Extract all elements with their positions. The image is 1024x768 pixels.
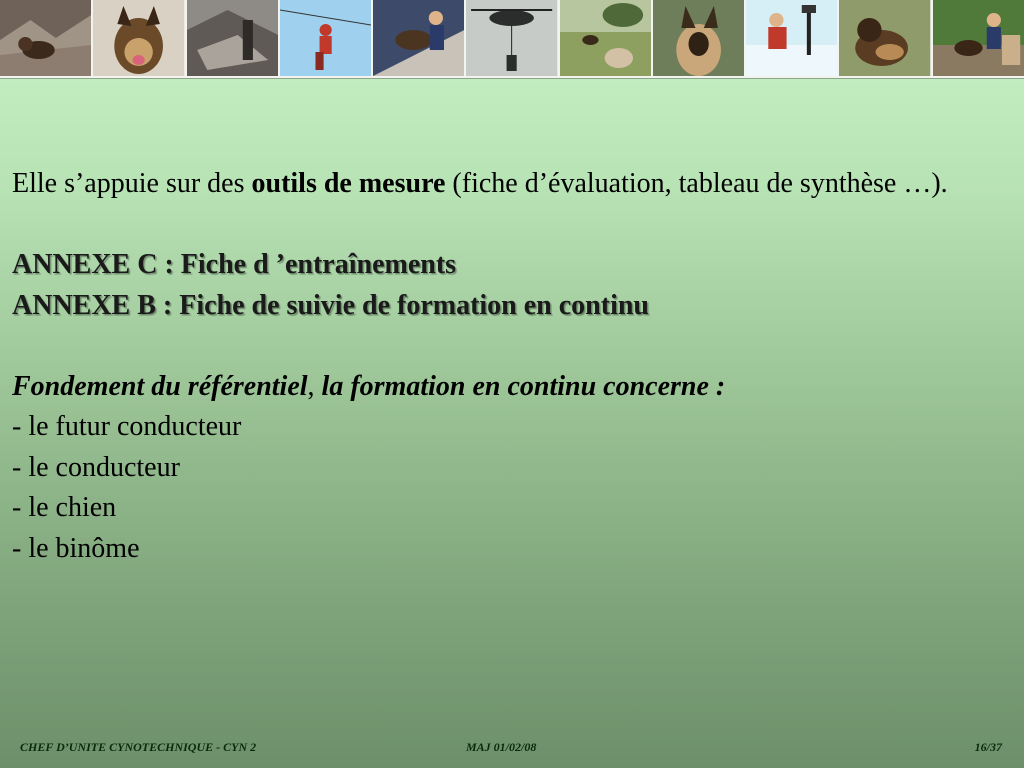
fondement-comma: , bbox=[307, 370, 322, 402]
collapsed-building-photo bbox=[187, 0, 278, 76]
annex-b-heading: ANNEXE B : Fiche de suivie de formation en continu bbox=[12, 289, 649, 321]
snow-rescue-photo bbox=[746, 0, 837, 76]
dog-in-rubble-photo bbox=[0, 0, 91, 76]
helicopter-photo bbox=[466, 0, 557, 76]
puppy-photo bbox=[93, 0, 184, 76]
intro-text-end: (fiche d’évaluation, tableau de synthèse …). bbox=[445, 168, 948, 199]
fondement-title: Fondement du référentiel bbox=[12, 370, 308, 402]
intro-text-start: Elle s’appuie sur des bbox=[12, 168, 252, 199]
footer-title: CHEF D’UNITE CYNOTECHNIQUE - CYN 2 bbox=[20, 740, 257, 754]
list-item: - le binôme bbox=[12, 532, 140, 564]
intro-bold-text: outils de mesure bbox=[251, 168, 446, 199]
fondement-line bbox=[12, 367, 1002, 408]
footer-date: MAJ 01/02/08 bbox=[466, 740, 537, 754]
slide-body bbox=[12, 164, 1002, 569]
dog-climbing-photo bbox=[373, 0, 464, 76]
list-item: - le futur conducteur bbox=[12, 411, 242, 442]
page-number: 16/37 bbox=[974, 740, 1002, 754]
shepherd-photo bbox=[839, 0, 930, 76]
malinois-photo bbox=[653, 0, 744, 76]
list-item: - le conducteur bbox=[12, 451, 180, 483]
fondement-subtitle: la formation en continu concerne : bbox=[321, 370, 726, 402]
list-item: - le chien bbox=[12, 492, 117, 523]
slide-footer bbox=[0, 738, 1024, 758]
intro-paragraph bbox=[12, 164, 1002, 205]
handler-with-dog-photo bbox=[933, 0, 1024, 76]
photo-banner bbox=[0, 0, 1024, 79]
field-search-photo bbox=[560, 0, 651, 76]
rope-rescue-photo bbox=[280, 0, 371, 76]
annex-c-heading: ANNEXE C : Fiche d ’entraînements bbox=[12, 249, 457, 280]
